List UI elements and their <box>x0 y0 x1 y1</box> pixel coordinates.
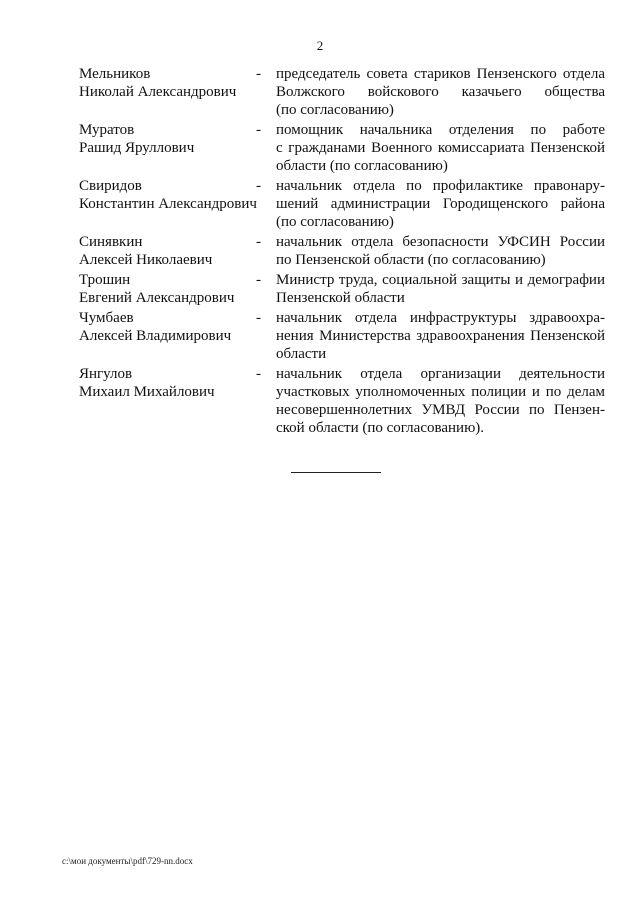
position-line: шений администрации Городищенского района <box>276 196 605 212</box>
member-surname: Трошин <box>79 272 131 288</box>
member-position <box>276 121 605 175</box>
position-line: помощник начальника отделения по работе <box>276 122 605 138</box>
position-line: начальник отдела инфраструктуры здравоохра- <box>276 310 605 326</box>
member-entry <box>79 271 605 307</box>
member-surname: Чумбаев <box>79 310 134 326</box>
member-entry <box>79 309 605 363</box>
position-line: (по согласованию) <box>276 214 394 230</box>
member-position <box>276 177 605 231</box>
member-given-names: Алексей Николаевич <box>79 252 213 268</box>
position-line: области (по согласованию) <box>276 158 448 174</box>
member-dash: - <box>256 66 261 82</box>
position-line: несовершеннолетних УМВД России по Пензен- <box>276 402 605 418</box>
member-name <box>79 121 256 175</box>
position-line: начальник отдела безопасности УФСИН России <box>276 234 605 250</box>
member-position <box>276 233 605 269</box>
member-dash: - <box>256 366 261 382</box>
member-name <box>79 177 256 231</box>
position-line: участковых уполномоченных полиции и по делам <box>276 384 605 400</box>
separator-line <box>291 472 381 473</box>
member-entry <box>79 65 605 119</box>
member-surname: Янгулов <box>79 366 133 382</box>
member-dash: - <box>256 178 261 194</box>
position-line: Министр труда, социальной защиты и демографии <box>276 272 605 288</box>
member-entry <box>79 365 605 437</box>
member-given-names: Николай Александрович <box>79 84 237 100</box>
member-given-names: Михаил Михайлович <box>79 384 215 400</box>
position-line: начальник отдела организации деятельности <box>276 366 605 382</box>
member-dash: - <box>256 234 261 250</box>
member-given-names: Константин Александрович <box>79 196 257 212</box>
member-surname: Мельников <box>79 66 151 82</box>
position-line: области <box>276 346 327 362</box>
position-line: председатель совета стариков Пензенского отдела <box>276 66 605 82</box>
member-name <box>79 271 256 307</box>
member-surname: Синявкин <box>79 234 143 250</box>
member-entry <box>79 233 605 269</box>
member-position <box>276 65 605 119</box>
position-line: с гражданами Военного комиссариата Пензенской <box>276 140 605 156</box>
member-name <box>79 65 256 119</box>
page-number: 2 <box>316 38 324 53</box>
member-entry <box>79 177 605 231</box>
footer-file-path: c:\мои документы\pdf\729-nn.docx <box>62 856 193 866</box>
member-dash: - <box>256 272 261 288</box>
position-line: по Пензенской области (по согласованию) <box>276 252 546 268</box>
member-position <box>276 309 605 363</box>
member-name <box>79 233 256 269</box>
position-line: ской области (по согласованию). <box>276 420 485 436</box>
member-dash: - <box>256 122 261 138</box>
position-line: (по согласованию) <box>276 102 394 118</box>
position-line: нения Министерства здравоохранения Пензенской <box>276 328 605 344</box>
members-list <box>79 65 605 439</box>
member-given-names: Рашид Яруллович <box>79 140 195 156</box>
member-position <box>276 271 605 307</box>
member-name <box>79 309 256 363</box>
member-given-names: Евгений Александрович <box>79 290 235 306</box>
member-position <box>276 365 605 437</box>
position-line: Волжского войскового казачьего общества <box>276 84 605 100</box>
member-surname: Муратов <box>79 122 135 138</box>
member-dash: - <box>256 310 261 326</box>
position-line: Пензенской области <box>276 290 405 306</box>
member-name <box>79 365 256 437</box>
member-given-names: Алексей Владимирович <box>79 328 232 344</box>
member-entry <box>79 121 605 175</box>
member-surname: Свиридов <box>79 178 142 194</box>
position-line: начальник отдела по профилактике правонару- <box>276 178 605 194</box>
